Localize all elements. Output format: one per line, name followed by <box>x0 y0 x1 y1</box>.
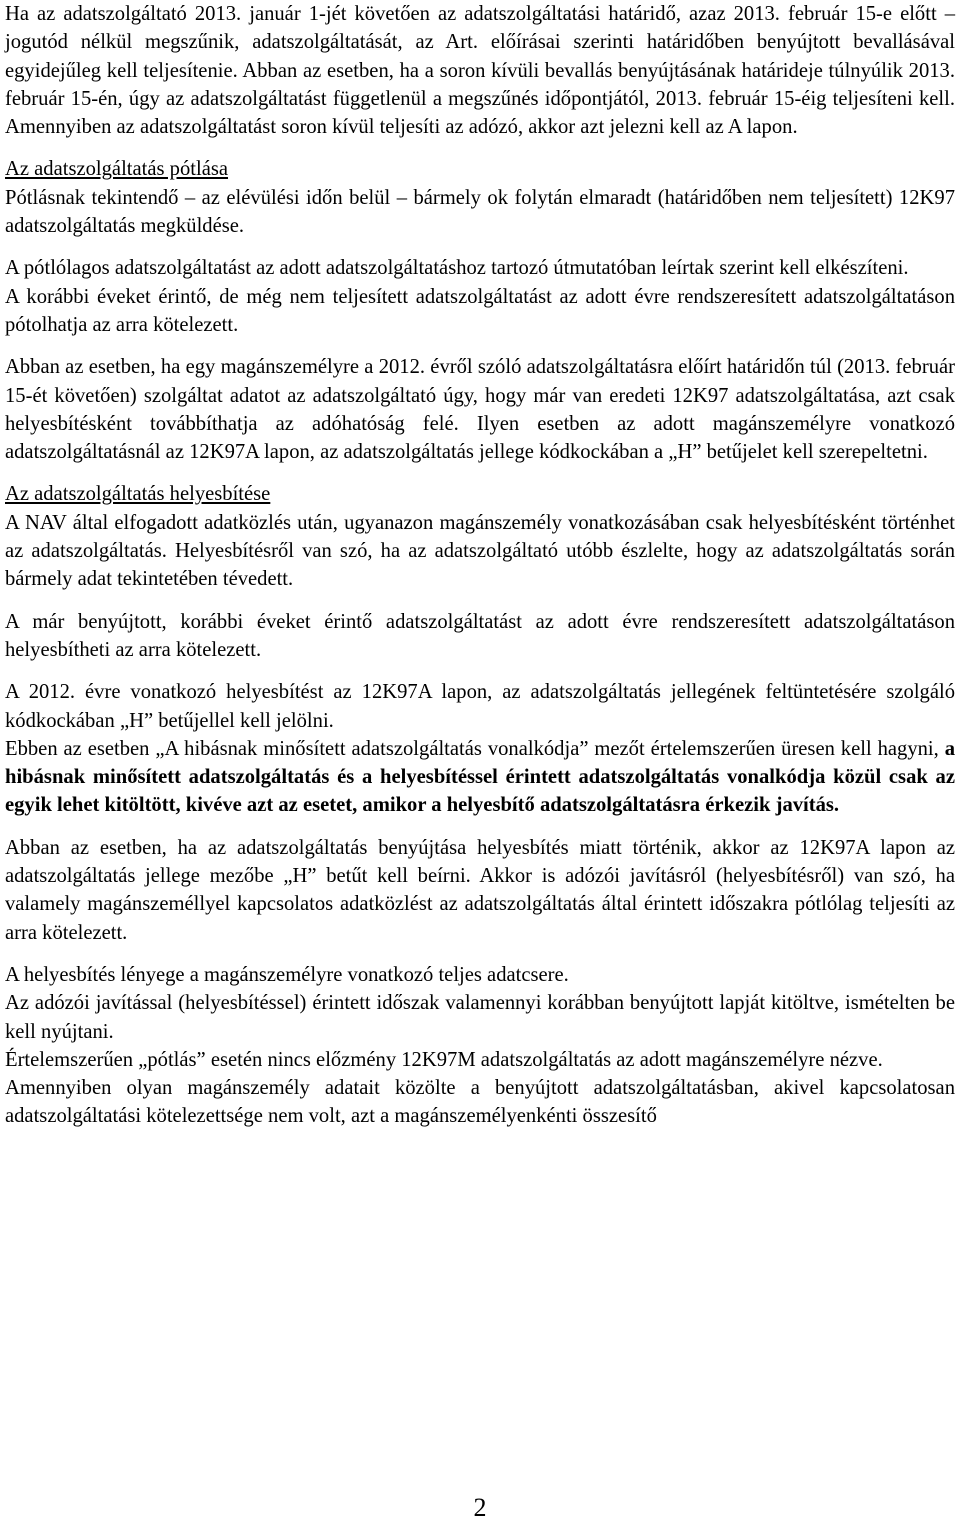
document-page <box>5 0 955 1537</box>
page-number: 2 <box>473 1493 487 1522</box>
paragraph-no-precedent: Értelemszerűen „pótlás” esetén nincs előzmény 12K97M adatszolgáltatás az adott magánszemélyre nézve. <box>5 1048 883 1071</box>
barcode-rule-emphasis: a hibásnak minősített adatszolgáltatás és a helyesbítéssel érintett adatszolgáltatás vonalkódja közül csak az egyik lehet kitöltött, kivéve azt az esetet, amikor a helyesbítő adatszolgáltatásra érkezik javítás. <box>5 737 955 817</box>
paragraph-late-submission: Abban az esetben, ha egy magánszemélyre a 2012. évről szóló adatszolgáltatásra előírt határidőn túl (2013. február 15-ét követően) szolgáltat adatot az adatszolgáltató úgy, hogy már van eredeti 12K97 adatszolgáltatása, azt csak helyesbítésként továbbíthatja az adóhatóság felé. Ilyen esetben az adott magánszemélyre vonatkozó adatszolgáltatásnál az 12K97A lapon, az adatszolgáltatás jellege kódkockában a „H” betűjelet kell szerepeltetni. <box>5 356 955 464</box>
paragraph-deadline-termination: Ha az adatszolgáltató 2013. január 1-jét követően az adatszolgáltatási határidő, azaz 2013. február 15-e előtt – jogutód nélkül megszűnik, adatszolgáltatását, az Art. előírásai szerinti határidőben benyújtott bevallásával egyidejűleg kell teljesítenie. Abban az esetben, ha a soron kívüli bevallás benyújtásának határideje túlnyúlik 2013. február 15-én, úgy az adatszolgáltatást függetlenül a megszűnés időpontjától, 2013. február 15-éig teljesíteni kell. Amennyiben az adatszolgáltatást soron kívül teljesíti az adózó, akkor azt jelezni kell az A lapon. <box>5 3 955 139</box>
paragraph-supplement-guide: A pótlólagos adatszolgáltatást az adott adatszolgáltatáshoz tartozó útmutatóban leírtak szerint kell elkészíteni. <box>5 257 909 280</box>
paragraph-correction-essence: A helyesbítés lényege a magánszemélyre vonatkozó teljes adatcsere. <box>5 963 569 986</box>
paragraph-correction-submission: Abban az esetben, ha az adatszolgáltatás benyújtása helyesbítés miatt történik, akkor az 12K97A lapon az adatszolgáltatás jellege mezőbe „H” betűt kell beírni. Akkor is adózói javításról (helyesbítésről) van szó, ha valamely magánszeméllyel kapcsolatos adatközlést az adatszolgáltatás által érintett időszakra pótlólag teljesíti az arra kötelezett. <box>5 836 955 944</box>
paragraph-supplement-definition: Pótlásnak tekintendő – az elévülési időn belül – bármely ok folytán elmaradt (határidőben nem teljesített) 12K97 adatszolgáltatás megküldése. <box>5 186 955 238</box>
paragraph-wrong-person: Amennyiben olyan magánszemély adatait közölte a benyújtott adatszolgáltatásban, akivel kapcsolatosan adatszolgáltatási kötelezettsége nem volt, azt a magánszemélyenkénti összesítő <box>5 1077 955 1128</box>
paragraph-correction-marking: A 2012. évre vonatkozó helyesbítést az 12K97A lapon, az adatszolgáltatás jellegének feltüntetésére szolgáló kódkockában „H” betűjellel kell jelölni. <box>5 681 955 732</box>
paragraph-barcode-rule <box>5 735 955 820</box>
paragraph-resubmit-sheets: Az adózói javítással (helyesbítéssel) érintett időszak valamennyi korábban benyújtott lapját kitöltve, ismételten be kell nyújtani. <box>5 992 955 1043</box>
paragraph-correction-definition: A NAV által elfogadott adatközlés után, ugyanazon magánszemély vonatkozásában csak helyesbítésként történhet az adatszolgáltatás. Helyesbítésről van szó, ha az adatszolgáltató utóbb észlelte, hogy az adatszolgáltatás során bármely adat tekintetében tévedett. <box>5 511 955 591</box>
heading-supplement: Az adatszolgáltatás pótlása <box>5 158 229 181</box>
heading-correction: Az adatszolgáltatás helyesbítése <box>5 483 271 506</box>
paragraph-correction-prior-years: A már benyújtott, korábbi éveket érintő adatszolgáltatást az adott évre rendszeresített adatszolgáltatáson helyesbítheti az arra kötelezett. <box>5 610 955 661</box>
paragraph-supplement-prior-years: A korábbi éveket érintő, de még nem teljesített adatszolgáltatást az adott évre rendszeresített adatszolgáltatáson pótolhatja az arra kötelezett. <box>5 285 955 336</box>
barcode-rule-text: Ebben az esetben „A hibásnak minősített adatszolgáltatás vonalkódja” mezőt értelemszerűen üresen kell hagyni, <box>5 737 945 760</box>
